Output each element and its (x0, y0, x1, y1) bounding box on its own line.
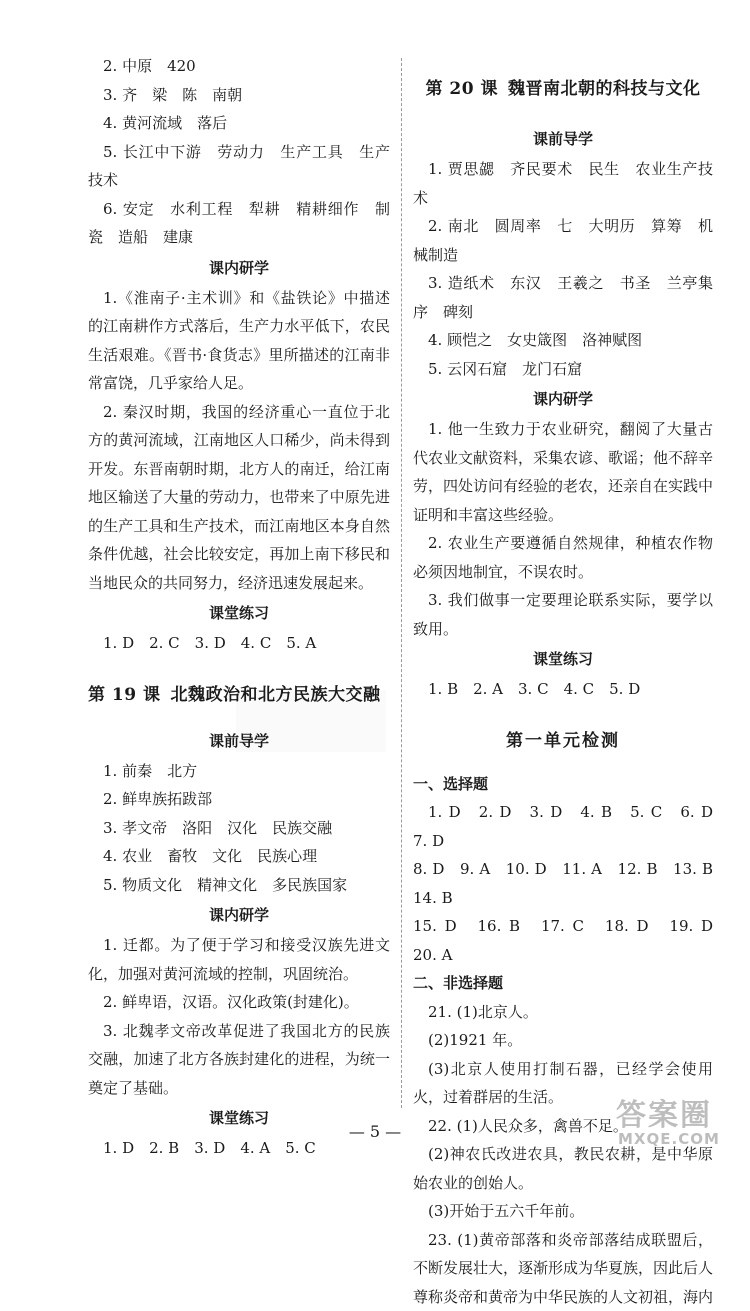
answer-line: 1. D 2. B 3. D 4. A 5. C (88, 1134, 390, 1163)
paragraph: 1. 迁都。为了便于学习和接受汉族先进文化，加强对黄河流域的控制，巩固统治。 (88, 931, 390, 988)
section-heading: 课堂练习 (413, 644, 713, 674)
list-item: 4. 顾恺之 女史箴图 洛神赋图 (413, 326, 713, 355)
lesson-title (88, 680, 390, 710)
list-item: 1. 贾思勰 齐民要术 民生 农业生产技术 (413, 155, 713, 212)
answer-line: 1. B 2. A 3. C 4. C 5. D (413, 675, 713, 704)
paragraph: 1. 他一生致力于农业研究，翻阅了大量古代农业文献资料，采集农谚、歌谣；他不辞辛劳，四处访问有经验的老农，还亲自在实践中证明和丰富这些经验。 (413, 415, 713, 529)
lesson-number: 第 20 课 (426, 79, 499, 99)
list-item: 6. 安定 水利工程 犁耕 精耕细作 制瓷 造船 建康 (88, 195, 390, 252)
answer-line: (3)开始于五六千年前。 (413, 1197, 713, 1226)
unit-test-title: 第一单元检测 (413, 726, 713, 756)
section-heading: 课堂练习 (88, 598, 390, 628)
list-item: 5. 长江中下游 劳动力 生产工具 生产技术 (88, 138, 390, 195)
answer-line: (2)神农氏改进农具，教民农耕，是中华原始农业的创始人。 (413, 1140, 713, 1197)
section-heading: 课内研学 (413, 384, 713, 414)
section-heading: 课堂练习 (88, 1103, 390, 1133)
answer-line: 8. D 9. A 10. D 11. A 12. B 13. B 14. B (413, 855, 713, 912)
part-heading: 二、非选择题 (413, 969, 713, 998)
lesson-name: 北魏政治和北方民族大交融 (171, 685, 381, 705)
paragraph: 2. 秦汉时期，我国的经济重心一直位于北方的黄河流域，江南地区人口稀少，尚未得到开发。东晋南朝时期，北方人的南迁，给江南地区输送了大量的劳动力，也带来了中原先进的生产工具和生产技术，而江南地区本身自然条件优越，社会比较安定，再加上南下移民和当地民众的共同努力，经济迅速发展起来。 (88, 398, 390, 598)
list-item: 2. 中原 420 (88, 52, 390, 81)
list-item: 3. 造纸术 东汉 王羲之 书圣 兰亭集序 碑刻 (413, 269, 713, 326)
section-heading: 课内研学 (88, 900, 390, 930)
section-heading: 课内研学 (88, 253, 390, 283)
watermark-url: MXQE.COM (618, 1130, 720, 1148)
section-heading: 课前导学 (88, 726, 390, 756)
answer-line: 1. D 2. C 3. D 4. C 5. A (88, 629, 390, 658)
answer-line: 15. D 16. B 17. C 18. D 19. D 20. A (413, 912, 713, 969)
left-column (88, 52, 390, 1163)
list-item: 3. 齐 梁 陈 南朝 (88, 81, 390, 110)
list-item: 4. 黄河流域 落后 (88, 109, 390, 138)
paragraph: 3. 我们做事一定要理论联系实际，要学以致用。 (413, 586, 713, 643)
list-item: 2. 鲜卑族拓跋部 (88, 785, 390, 814)
paragraph: 2. 鲜卑语，汉语。汉化政策(封建化)。 (88, 988, 390, 1017)
column-divider (401, 58, 402, 1108)
part-heading: 一、选择题 (413, 770, 713, 799)
list-item: 5. 物质文化 精神文化 多民族国家 (88, 871, 390, 900)
lesson-name: 魏晋南北朝的科技与文化 (508, 79, 701, 99)
answer-line: 22. (1)人民众多，禽兽不足。 (413, 1112, 713, 1141)
answer-line: (3)北京人使用打制石器，已经学会使用火，过着群居的生活。 (413, 1055, 713, 1112)
section-heading: 课前导学 (413, 124, 713, 154)
paragraph: 3. 北魏孝文帝改革促进了我国北方的民族交融，加速了北方各族封建化的进程，为统一奠定了基础。 (88, 1017, 390, 1103)
list-item: 1. 前秦 北方 (88, 757, 390, 786)
answer-line: 21. (1)北京人。 (413, 998, 713, 1027)
paragraph: 1.《淮南子·主术训》和《盐铁论》中描述的江南耕作方式落后，生产力水平低下，农民生活艰难。《晋书·食货志》里所描述的江南非常富饶，几乎家给人足。 (88, 284, 390, 398)
answer-line: 23. (1)黄帝部落和炎帝部落结成联盟后，不断发展壮大，逐渐形成为华夏族，因此后人尊称炎帝和黄帝为中华民族的人文初祖，海内 (413, 1226, 713, 1311)
list-item: 3. 孝文帝 洛阳 汉化 民族交融 (88, 814, 390, 843)
lesson-number: 第 19 课 (88, 685, 161, 705)
page-number: — 5 — (0, 1122, 750, 1141)
answer-line: (2)1921 年。 (413, 1026, 713, 1055)
lesson-title (413, 74, 713, 104)
answer-line: 1. D 2. D 3. D 4. B 5. C 6. D 7. D (413, 798, 713, 855)
watermark-text: 答案圈 (616, 1090, 712, 1134)
list-item: 5. 云冈石窟 龙门石窟 (413, 355, 713, 384)
paragraph: 2. 农业生产要遵循自然规律，种植农作物必须因地制宜，不误农时。 (413, 529, 713, 586)
list-item: 2. 南北 圆周率 七 大明历 算筹 机械制造 (413, 212, 713, 269)
watermark-logo (608, 1090, 740, 1152)
list-item: 4. 农业 畜牧 文化 民族心理 (88, 842, 390, 871)
